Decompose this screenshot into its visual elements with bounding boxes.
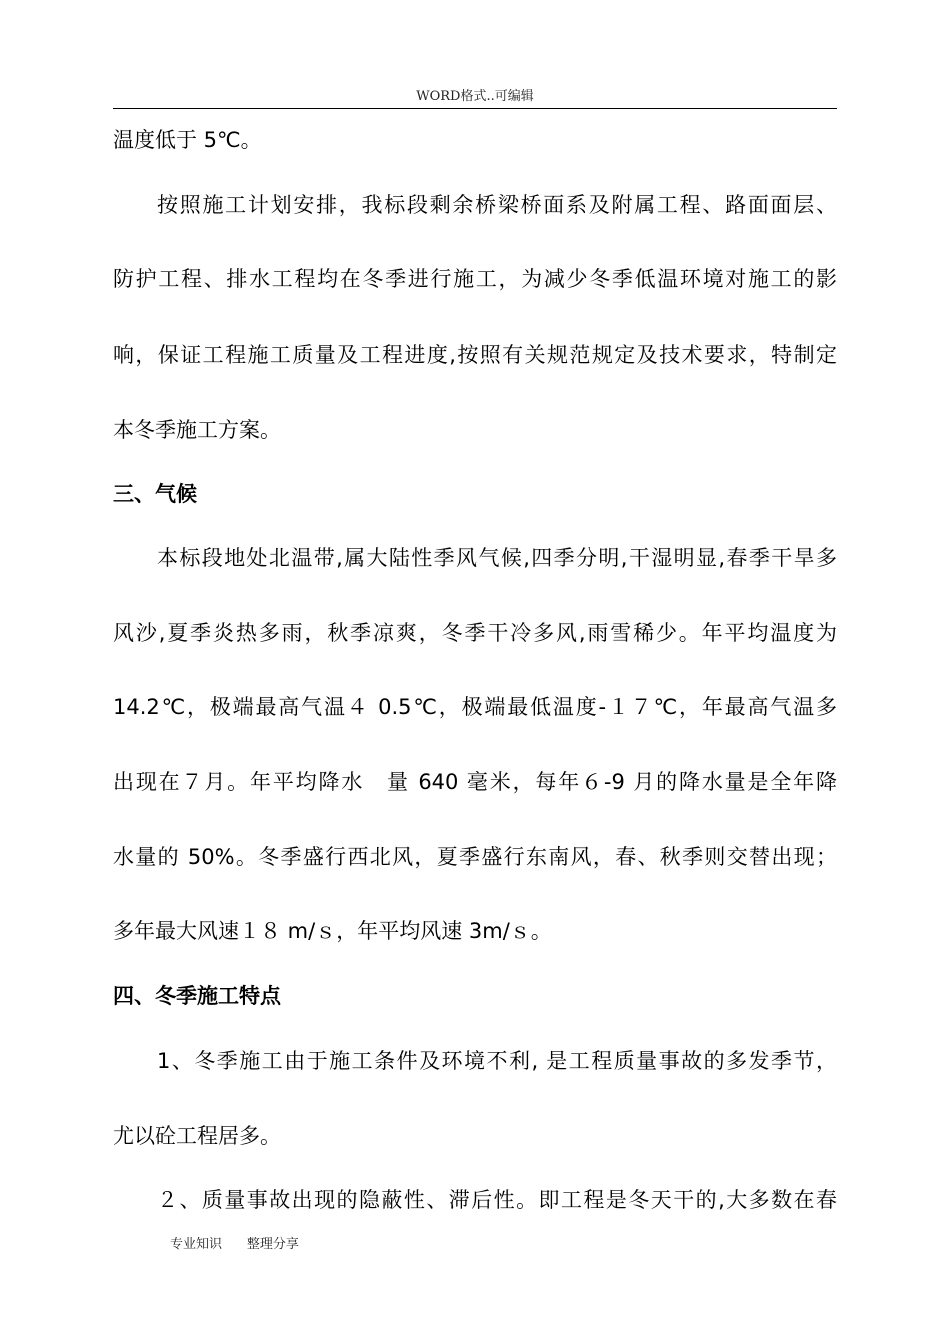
body-line: 响，保证工程施工质量及工程进度,按照有关规范规定及技术要求，特制定	[113, 343, 837, 367]
body-line: 14.2℃，极端最高气温４ 0.5℃，极端最低温度-１７℃，年最高气温多	[113, 695, 837, 719]
page-footer	[170, 1236, 299, 1254]
body-line: 本标段地处北温带,属大陆性季风气候,四季分明,干湿明显,春季干旱多	[157, 546, 837, 570]
body-line: 风沙,夏季炎热多雨，秋季凉爽，冬季干冷多风,雨雪稀少。年平均温度为	[113, 621, 837, 645]
page-header: WORD格式..可编辑	[416, 89, 534, 104]
body-line: 防护工程、排水工程均在冬季进行施工，为减少冬季低温环境对施工的影	[113, 267, 837, 291]
section-heading-climate: 三、气候	[113, 482, 197, 506]
body-line: 本冬季施工方案。	[113, 418, 281, 442]
body-line: 按照施工计划安排，我标段剩余桥梁桥面系及附属工程、路面面层、	[157, 193, 837, 217]
body-line: 出现在７月。年平均降水 量 640 毫米，每年６-9 月的降水量是全年降	[113, 770, 837, 794]
footer-right-text: 整理分享	[246, 1237, 299, 1252]
header-rule	[113, 108, 837, 109]
body-line: 尤以砼工程居多。	[113, 1124, 281, 1148]
footer-left-text: 专业知识	[170, 1237, 223, 1252]
body-line: 1、冬季施工由于施工条件及环境不利, 是工程质量事故的多发季节，	[157, 1049, 837, 1073]
body-line: ２、质量事故出现的隐蔽性、滞后性。即工程是冬天干的,大多数在春	[157, 1188, 837, 1212]
body-line: 多年最大风速１８ m/ｓ，年平均风速 3m/ｓ。	[113, 919, 552, 943]
body-line: 温度低于 5℃。	[113, 128, 262, 152]
section-heading-winter-features: 四、冬季施工特点	[113, 984, 281, 1008]
body-line: 水量的 50%。冬季盛行西北风，夏季盛行东南风，春、秋季则交替出现；	[113, 845, 837, 869]
